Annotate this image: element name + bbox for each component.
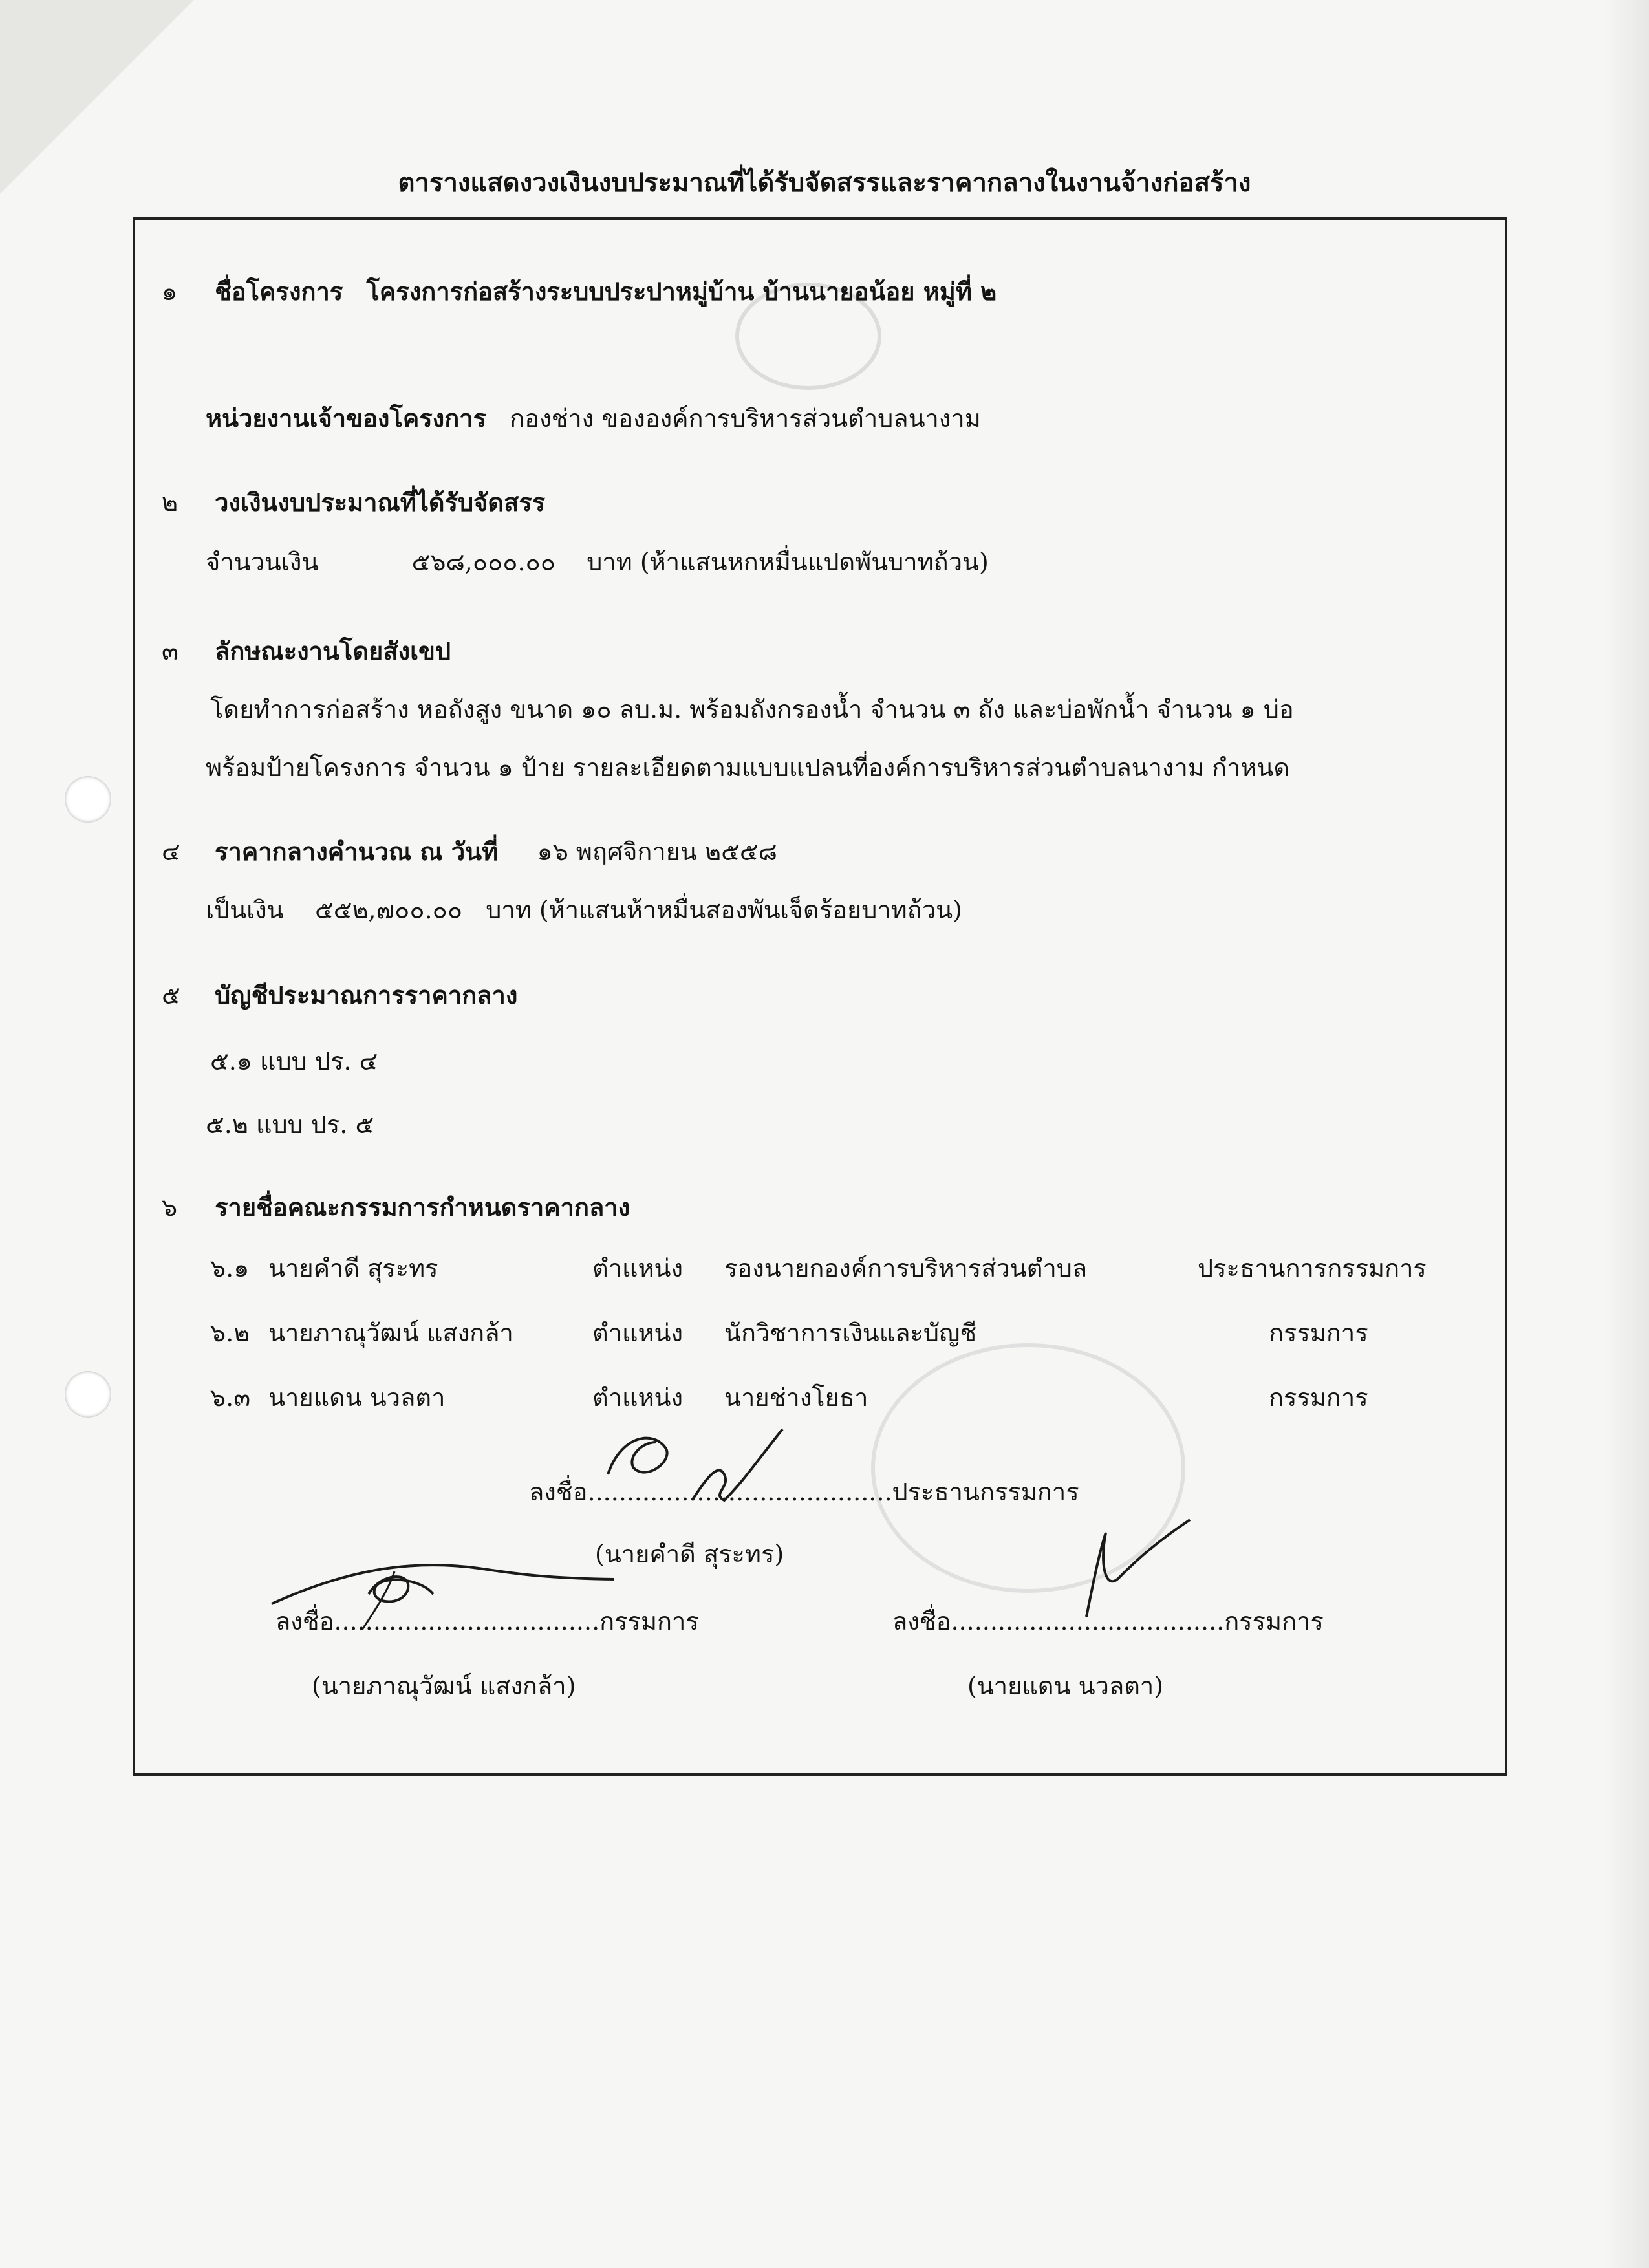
member-2-position-label: ตำแหน่ง	[592, 1319, 684, 1347]
median-price-row	[206, 890, 962, 929]
owner-label: หน่วยงานเจ้าของโครงการ	[206, 404, 486, 433]
member-2-name: นายภาณุวัฒน์ แสงกล้า	[268, 1319, 513, 1347]
section-4-label: ราคากลางคำนวณ ณ วันที่	[215, 837, 499, 866]
section-5-number: ๕	[162, 981, 180, 1010]
member-2-role: กรรมการ	[1269, 1319, 1368, 1347]
chair-signature-drawing	[595, 1423, 828, 1520]
member-2-number: ๖.๒	[210, 1319, 250, 1347]
project-name: โครงการก่อสร้างระบบประปาหมู่บ้าน บ้านนายอน้อย หมู่ที่ ๒	[366, 277, 997, 306]
owner-row	[206, 398, 981, 438]
budget-amount-label: จำนวนเงิน	[206, 548, 319, 576]
member-1-name: นายคำดี สุระทร	[268, 1254, 438, 1282]
estimate-form-2: ๕.๒ แบบ ปร. ๕	[206, 1110, 374, 1139]
member-1-position: รองนายกองค์การบริหารส่วนตำบล	[724, 1254, 1088, 1282]
member-1-position-label: ตำแหน่ง	[592, 1254, 684, 1282]
scope-line-2: พร้อมป้ายโครงการ จำนวน ๑ ป้าย รายละเอียดตามแบบแปลนที่องค์การบริหารส่วนตำบลนางาม กำหนด	[206, 753, 1290, 782]
section-3-row	[162, 631, 451, 671]
member-3-role: กรรมการ	[1269, 1383, 1368, 1412]
member-3-position: นายช่างโยธา	[724, 1383, 868, 1412]
member2-printed-name: (นายแดน นวลตา)	[967, 1672, 1164, 1700]
member-1-number: ๖.๑	[210, 1254, 250, 1282]
member-3-position-label: ตำแหน่ง	[592, 1383, 684, 1412]
punch-hole-top	[65, 776, 111, 823]
member1-signature-drawing	[265, 1533, 627, 1636]
section-6-row	[162, 1187, 630, 1227]
budget-row	[206, 542, 989, 581]
chair-sign-line: ลงชื่อ.......................................ประธานกรรมการ	[529, 1478, 1079, 1506]
section-1-label: ชื่อโครงการ	[215, 277, 343, 306]
section-2-row	[162, 482, 545, 522]
section-3-label: ลักษณะงานโดยสังเขป	[215, 636, 451, 665]
median-price-label: เป็นเงิน	[206, 896, 284, 924]
section-1-number: ๑	[162, 277, 178, 306]
member2-sign-line: ลงชื่อ...................................กรรมการ	[892, 1607, 1324, 1636]
page-edge-shadow	[1604, 0, 1649, 2268]
chair-printed-name: (นายคำดี สุระทร)	[595, 1540, 784, 1568]
median-price-text: บาท (ห้าแสนห้าหมื่นสองพันเจ็ดร้อยบาทถ้วน)	[486, 896, 962, 924]
section-6-label: รายชื่อคณะกรรมการกำหนดราคากลาง	[215, 1193, 630, 1222]
section-5-label: บัญชีประมาณการราคากลาง	[215, 980, 518, 1010]
section-4-row	[162, 832, 777, 871]
section-5-row	[162, 975, 517, 1015]
estimate-form-1: ๕.๑ แบบ ปร. ๔	[210, 1047, 378, 1075]
member-2-position: นักวิชาการเงินและบัญชี	[724, 1319, 977, 1347]
section-6-number: ๖	[162, 1193, 178, 1222]
section-3-number: ๓	[162, 637, 178, 665]
reference-date: ๑๖ พฤศจิกายน ๒๕๕๘	[537, 837, 777, 866]
section-4-number: ๔	[162, 837, 180, 866]
member2-signature-drawing	[1061, 1507, 1216, 1623]
member-3-name: นายแดน นวลตา	[268, 1383, 446, 1412]
section-2-label: วงเงินงบประมาณที่ได้รับจัดสรร	[215, 488, 546, 517]
member-3-number: ๖.๓	[210, 1383, 251, 1412]
owner-value: กองช่าง ขององค์การบริหารส่วนตำบลนางาม	[510, 404, 981, 433]
section-2-number: ๒	[162, 488, 178, 517]
budget-amount: ๕๖๘,๐๐๐.๐๐	[411, 548, 555, 576]
median-price-amount: ๕๕๒,๗๐๐.๐๐	[314, 896, 463, 924]
budget-amount-text: บาท (ห้าแสนหกหมื่นแปดพันบาทถ้วน)	[587, 548, 989, 576]
punch-hole-bottom	[65, 1371, 111, 1418]
member1-sign-line: ลงชื่อ..................................กรรมการ	[275, 1607, 699, 1636]
member-1-role: ประธานการกรรมการ	[1198, 1254, 1427, 1282]
page-title: ตารางแสดงวงเงินงบประมาณที่ได้รับจัดสรรและราคากลางในงานจ้างก่อสร้าง	[398, 167, 1251, 198]
member1-printed-name: (นายภาณุวัฒน์ แสงกล้า)	[312, 1672, 576, 1700]
section-1-row	[162, 272, 997, 311]
scope-line-1: โดยทำการก่อสร้าง หอถังสูง ขนาด ๑๐ ลบ.ม. พร้อมถังกรองน้ำ จำนวน ๓ ถัง และบ่อพักน้ำ จำนวน ๑ บ่อ	[210, 695, 1294, 724]
